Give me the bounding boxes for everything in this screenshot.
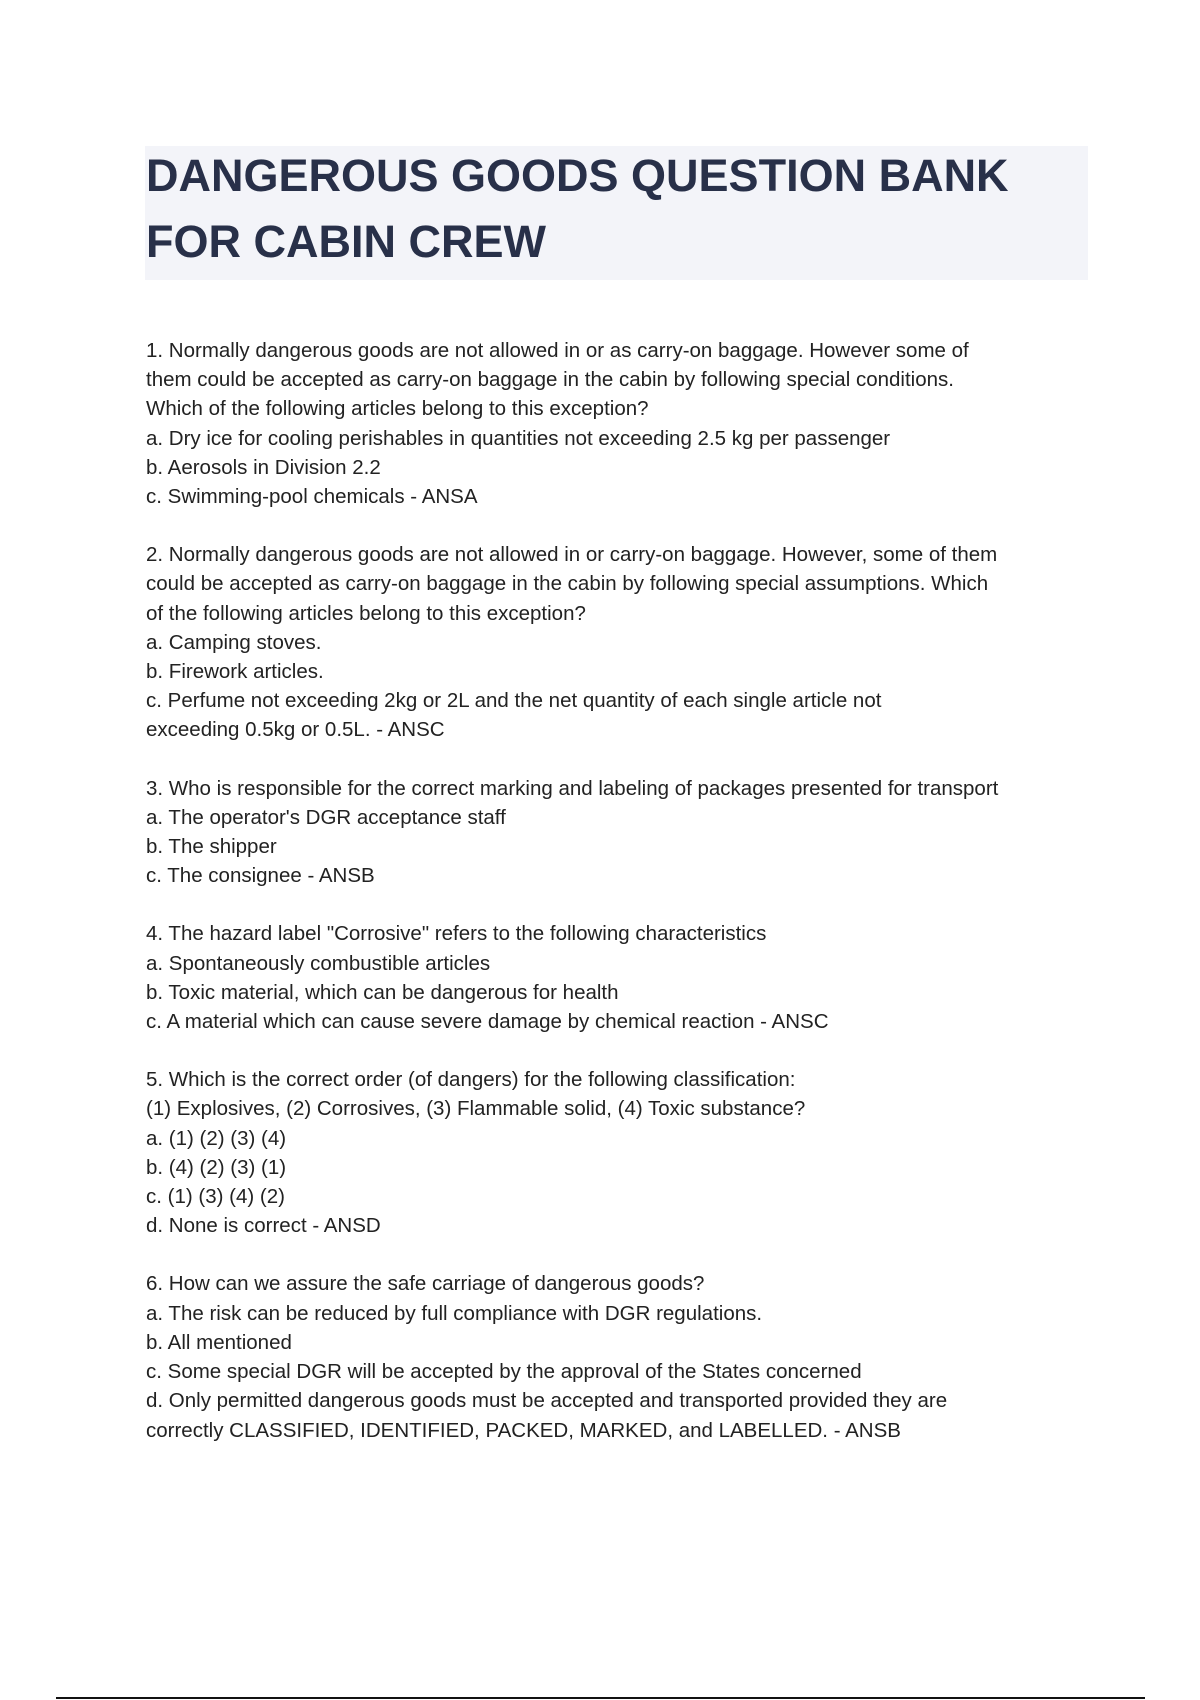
question-1 xyxy=(146,336,1086,511)
answer-option: b. Aerosols in Division 2.2 xyxy=(146,455,381,479)
answer-option: d. None is correct - ANSD xyxy=(146,1214,381,1238)
question-stem: 6. How can we assure the safe carriage of dangerous goods? xyxy=(146,1272,705,1296)
question-6 xyxy=(146,1269,1086,1444)
question-stem: them could be accepted as carry-on baggage in the cabin by following special conditions. xyxy=(146,368,954,392)
answer-option: c. Perfume not exceeding 2kg or 2L and the net quantity of each single article not xyxy=(146,689,882,713)
answer-option: b. (4) (2) (3) (1) xyxy=(146,1155,287,1179)
answer-option: c. (1) (3) (4) (2) xyxy=(146,1185,285,1209)
answer-option: correctly CLASSIFIED, IDENTIFIED, PACKED, MARKED, and LABELLED. - ANSB xyxy=(146,1418,901,1442)
question-stem: 3. Who is responsible for the correct marking and labeling of packages presented for transport xyxy=(146,776,999,800)
question-2 xyxy=(146,540,1086,744)
answer-option: b. All mentioned xyxy=(146,1330,292,1354)
title-line-2: FOR CABIN CREW xyxy=(146,216,546,267)
answer-option: a. Camping stoves. xyxy=(146,630,322,654)
answer-option: b. Toxic material, which can be dangerous for health xyxy=(146,980,619,1004)
answer-option: a. Dry ice for cooling perishables in quantities not exceeding 2.5 kg per passenger xyxy=(146,426,891,450)
answer-option: d. Only permitted dangerous goods must be accepted and transported provided they are xyxy=(146,1389,948,1413)
question-stem: 1. Normally dangerous goods are not allowed in or as carry-on baggage. However some of xyxy=(146,339,969,362)
answer-option: a. The operator's DGR acceptance staff xyxy=(146,805,506,829)
answer-option: a. The risk can be reduced by full compliance with DGR regulations. xyxy=(146,1301,763,1325)
answer-option: c. A material which can cause severe damage by chemical reaction - ANSC xyxy=(146,1010,829,1034)
question-4 xyxy=(146,919,1086,1036)
question-stem: 5. Which is the correct order (of dangers) for the following classification: xyxy=(146,1068,796,1092)
answer-option: exceeding 0.5kg or 0.5L. - ANSC xyxy=(146,718,445,742)
answer-option: b. The shipper xyxy=(146,835,277,859)
title-line-1: DANGEROUS GOODS QUESTION BANK xyxy=(146,150,1009,201)
question-stem: 2. Normally dangerous goods are not allowed in or carry-on baggage. However, some of them xyxy=(146,543,998,567)
question-stem: (1) Explosives, (2) Corrosives, (3) Flammable solid, (4) Toxic substance? xyxy=(146,1097,806,1121)
question-5 xyxy=(146,1065,1086,1240)
document-title xyxy=(146,143,1086,275)
answer-option: b. Firework articles. xyxy=(146,660,324,684)
answer-option: c. Some special DGR will be accepted by the approval of the States concerned xyxy=(146,1360,862,1384)
answer-option: a. (1) (2) (3) (4) xyxy=(146,1126,287,1150)
question-stem: 4. The hazard label "Corrosive" refers to the following characteristics xyxy=(146,922,767,946)
answer-option: c. Swimming-pool chemicals - ANSA xyxy=(146,485,478,509)
answer-option: c. The consignee - ANSB xyxy=(146,864,375,888)
question-stem: Which of the following articles belong to this exception? xyxy=(146,397,649,421)
question-stem: could be accepted as carry-on baggage in the cabin by following special assumptions. Which xyxy=(146,572,989,596)
question-stem: of the following articles belong to this exception? xyxy=(146,601,586,625)
answer-option: a. Spontaneously combustible articles xyxy=(146,951,491,975)
question-list xyxy=(146,336,1086,1474)
question-3 xyxy=(146,774,1086,891)
page-bottom-divider xyxy=(56,1697,1145,1699)
